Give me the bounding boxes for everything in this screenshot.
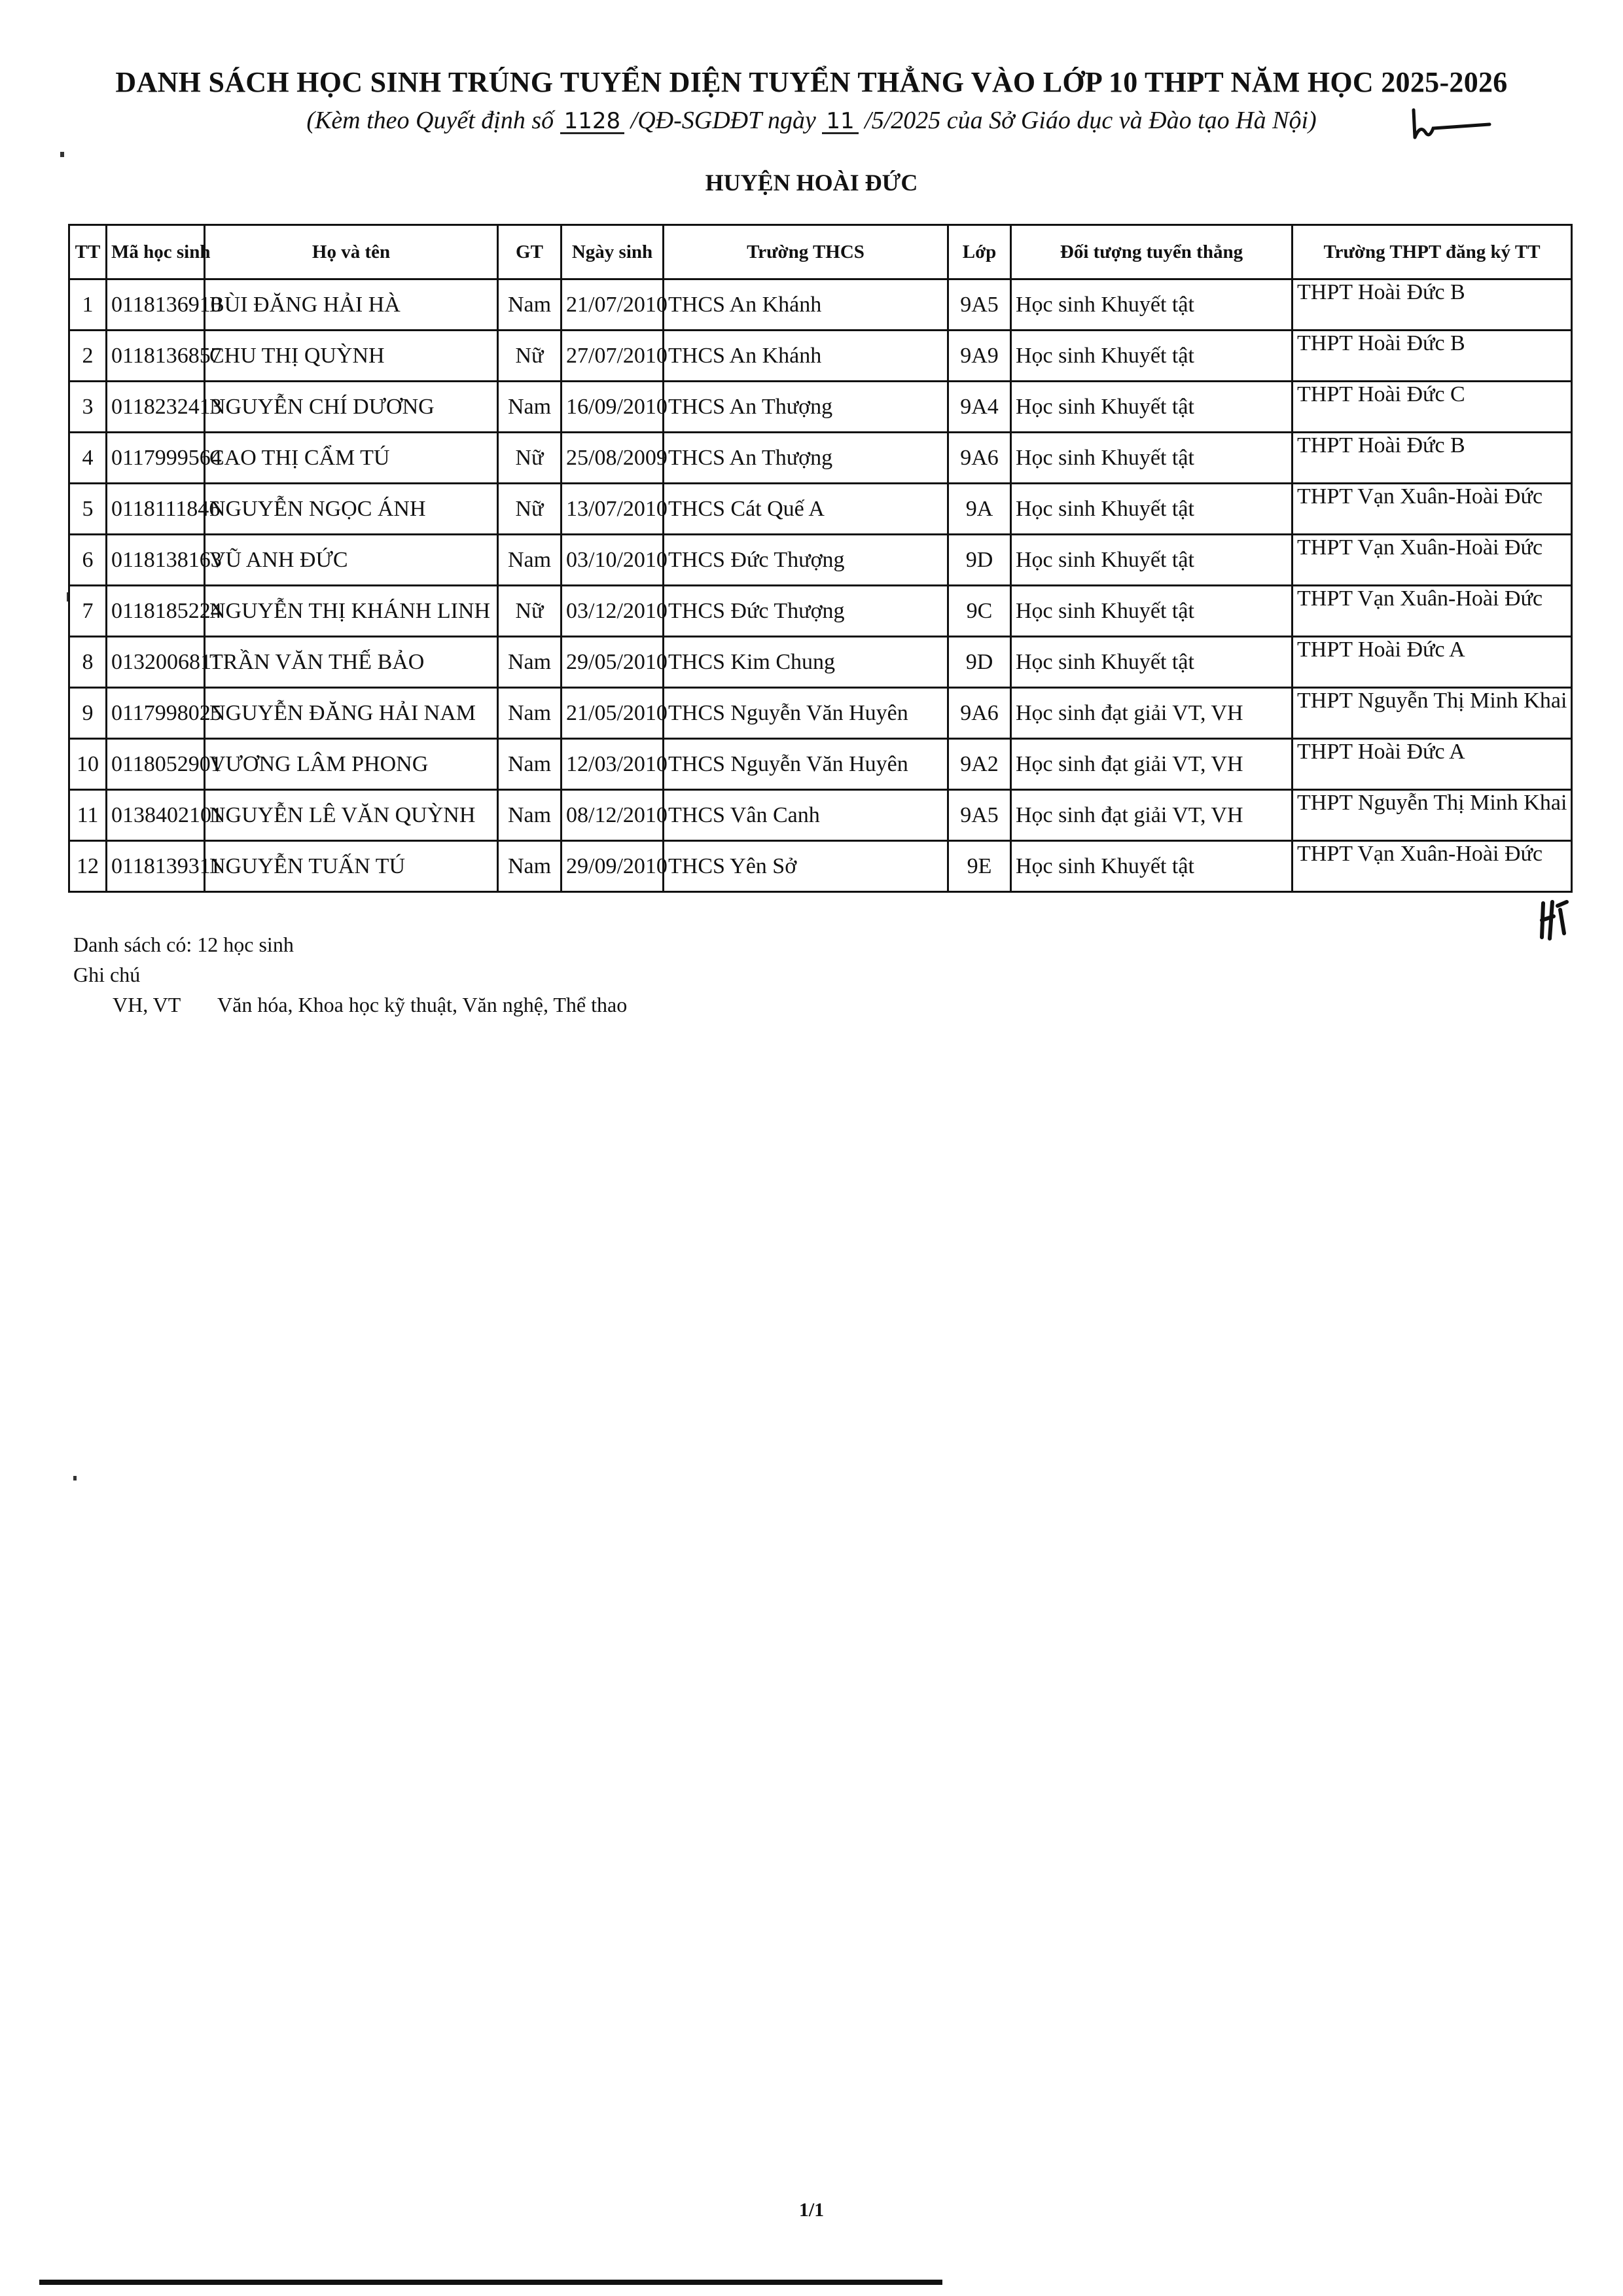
student-dob: 03/10/2010: [562, 535, 664, 586]
student-dob: 27/07/2010: [562, 331, 664, 382]
student-gender: Nam: [498, 841, 562, 892]
abbreviation-note: [73, 990, 627, 1020]
student-class: 9A9: [948, 331, 1011, 382]
student-dob: 25/08/2009: [562, 433, 664, 484]
table-header-row: [69, 225, 1572, 279]
student-name: BÙI ĐĂNG HẢI HÀ: [205, 279, 498, 331]
student-class: 9A: [948, 484, 1011, 535]
admission-category: Học sinh Khuyết tật: [1011, 535, 1293, 586]
student-class: 9C: [948, 586, 1011, 637]
column-header: Họ và tên: [205, 225, 498, 279]
table-row: [69, 484, 1572, 535]
middle-school: THCS Vân Canh: [664, 790, 948, 841]
initials-mark: [1538, 897, 1571, 942]
middle-school: THCS Cát Quế A: [664, 484, 948, 535]
table-row: [69, 739, 1572, 790]
student-class: 9D: [948, 535, 1011, 586]
student-gender: Nữ: [498, 586, 562, 637]
subtitle-middle: /QĐ-SGDĐT ngày: [624, 107, 823, 134]
registered-high-school: THPT Vạn Xuân-Hoài Đức: [1293, 586, 1572, 637]
student-gender: Nam: [498, 279, 562, 331]
admission-category: Học sinh Khuyết tật: [1011, 637, 1293, 688]
row-number: 9: [69, 688, 107, 739]
column-header: Lớp: [948, 225, 1011, 279]
column-header: Trường THCS: [664, 225, 948, 279]
student-id: 0118136857: [107, 331, 205, 382]
registered-high-school: THPT Hoài Đức B: [1293, 433, 1572, 484]
admission-category: Học sinh Khuyết tật: [1011, 433, 1293, 484]
student-name: NGUYỄN TUẤN TÚ: [205, 841, 498, 892]
student-name: NGUYỄN CHÍ DƯƠNG: [205, 382, 498, 433]
handwritten-decision-day: 11: [822, 110, 858, 134]
table-row: [69, 637, 1572, 688]
table-row: [69, 382, 1572, 433]
column-header: GT: [498, 225, 562, 279]
student-id: 0118136910: [107, 279, 205, 331]
student-class: 9A5: [948, 790, 1011, 841]
registered-high-school: THPT Hoài Đức C: [1293, 382, 1572, 433]
student-id: 0117999564: [107, 433, 205, 484]
registered-high-school: THPT Nguyễn Thị Minh Khai: [1293, 688, 1572, 739]
student-name: VƯƠNG LÂM PHONG: [205, 739, 498, 790]
column-header: TT: [69, 225, 107, 279]
admission-category: Học sinh Khuyết tật: [1011, 279, 1293, 331]
row-number: 12: [69, 841, 107, 892]
row-number: 5: [69, 484, 107, 535]
student-class: 9D: [948, 637, 1011, 688]
student-count: Danh sách có: 12 học sinh: [73, 933, 294, 956]
student-gender: Nam: [498, 790, 562, 841]
student-dob: 08/12/2010: [562, 790, 664, 841]
column-header: Trường THPT đăng ký TT: [1293, 225, 1572, 279]
student-class: 9A4: [948, 382, 1011, 433]
student-class: 9A5: [948, 279, 1011, 331]
middle-school: THCS Yên Sở: [664, 841, 948, 892]
student-id: 0117998025: [107, 688, 205, 739]
student-id: 0118138163: [107, 535, 205, 586]
handwritten-decision-number: 1128: [560, 110, 625, 134]
middle-school: THCS An Thượng: [664, 382, 948, 433]
district-heading: HUYỆN HOÀI ĐỨC: [705, 170, 918, 196]
column-header: Mã học sinh: [107, 225, 205, 279]
table-row: [69, 433, 1572, 484]
middle-school: THCS Nguyễn Văn Huyên: [664, 739, 948, 790]
table-row: [69, 841, 1572, 892]
notes-block: [73, 929, 627, 1020]
admission-category: Học sinh Khuyết tật: [1011, 382, 1293, 433]
column-header: Đối tượng tuyển thẳng: [1011, 225, 1293, 279]
row-number: 7: [69, 586, 107, 637]
subtitle-prefix: (Kèm theo Quyết định số: [306, 107, 560, 134]
abbreviation-meaning: Văn hóa, Khoa học kỹ thuật, Văn nghệ, Thể thao: [217, 993, 628, 1016]
document-subtitle: [0, 106, 1623, 135]
student-dob: 21/05/2010: [562, 688, 664, 739]
student-id: 0138402101: [107, 790, 205, 841]
student-dob: 29/09/2010: [562, 841, 664, 892]
registered-high-school: THPT Hoài Đức A: [1293, 739, 1572, 790]
row-number: 4: [69, 433, 107, 484]
document-title: DANH SÁCH HỌC SINH TRÚNG TUYỂN DIỆN TUYỂN THẲNG VÀO LỚP 10 THPT NĂM HỌC 2025-2026: [115, 66, 1508, 98]
student-gender: Nam: [498, 535, 562, 586]
notes-label: Ghi chú: [73, 963, 141, 986]
student-name: CAO THỊ CẨM TÚ: [205, 433, 498, 484]
row-number: 8: [69, 637, 107, 688]
table-row: [69, 331, 1572, 382]
student-gender: Nữ: [498, 433, 562, 484]
table-row: [69, 535, 1572, 586]
middle-school: THCS Nguyễn Văn Huyên: [664, 688, 948, 739]
row-number: 6: [69, 535, 107, 586]
registered-high-school: THPT Nguyễn Thị Minh Khai: [1293, 790, 1572, 841]
admission-table: [68, 224, 1573, 893]
registered-high-school: THPT Hoài Đức B: [1293, 279, 1572, 331]
row-number: 2: [69, 331, 107, 382]
student-dob: 16/09/2010: [562, 382, 664, 433]
student-gender: Nam: [498, 637, 562, 688]
student-gender: Nữ: [498, 331, 562, 382]
admission-category: Học sinh đạt giải VT, VH: [1011, 739, 1293, 790]
scan-speck: [73, 1476, 77, 1480]
student-name: NGUYỄN NGỌC ÁNH: [205, 484, 498, 535]
student-class: 9A6: [948, 688, 1011, 739]
row-number: 10: [69, 739, 107, 790]
table-row: [69, 279, 1572, 331]
middle-school: THCS Kim Chung: [664, 637, 948, 688]
student-id: 0118111846: [107, 484, 205, 535]
student-class: 9E: [948, 841, 1011, 892]
student-gender: Nam: [498, 382, 562, 433]
signature-mark: [1407, 105, 1492, 144]
student-name: NGUYỄN THỊ KHÁNH LINH: [205, 586, 498, 637]
registered-high-school: THPT Vạn Xuân-Hoài Đức: [1293, 841, 1572, 892]
student-dob: 21/07/2010: [562, 279, 664, 331]
abbreviation: VH, VT: [113, 993, 181, 1016]
student-id: 0118052901: [107, 739, 205, 790]
middle-school: THCS An Khánh: [664, 279, 948, 331]
student-id: 0118185224: [107, 586, 205, 637]
student-name: CHU THỊ QUỲNH: [205, 331, 498, 382]
student-id: 0132006811: [107, 637, 205, 688]
registered-high-school: THPT Hoài Đức A: [1293, 637, 1572, 688]
page-number: 1/1: [798, 2199, 825, 2221]
row-number: 1: [69, 279, 107, 331]
registered-high-school: THPT Vạn Xuân-Hoài Đức: [1293, 535, 1572, 586]
student-gender: Nam: [498, 688, 562, 739]
scan-edge-line: [39, 2280, 942, 2285]
student-dob: 12/03/2010: [562, 739, 664, 790]
table-row: [69, 586, 1572, 637]
middle-school: THCS Đức Thượng: [664, 586, 948, 637]
student-name: NGUYỄN ĐĂNG HẢI NAM: [205, 688, 498, 739]
middle-school: THCS An Khánh: [664, 331, 948, 382]
student-id: 0118139311: [107, 841, 205, 892]
row-number: 11: [69, 790, 107, 841]
student-gender: Nam: [498, 739, 562, 790]
student-name: VŨ ANH ĐỨC: [205, 535, 498, 586]
student-dob: 03/12/2010: [562, 586, 664, 637]
scan-speck: [60, 152, 64, 157]
student-id: 0118232413: [107, 382, 205, 433]
admission-category: Học sinh Khuyết tật: [1011, 841, 1293, 892]
admission-category: Học sinh Khuyết tật: [1011, 484, 1293, 535]
column-header: Ngày sinh: [562, 225, 664, 279]
registered-high-school: THPT Vạn Xuân-Hoài Đức: [1293, 484, 1572, 535]
student-name: TRẦN VĂN THẾ BẢO: [205, 637, 498, 688]
student-name: NGUYỄN LÊ VĂN QUỲNH: [205, 790, 498, 841]
admission-category: Học sinh Khuyết tật: [1011, 586, 1293, 637]
middle-school: THCS An Thượng: [664, 433, 948, 484]
admission-category: Học sinh đạt giải VT, VH: [1011, 688, 1293, 739]
student-dob: 29/05/2010: [562, 637, 664, 688]
student-class: 9A6: [948, 433, 1011, 484]
admission-category: Học sinh Khuyết tật: [1011, 331, 1293, 382]
subtitle-suffix: /5/2025 của Sở Giáo dục và Đào tạo Hà Nội): [858, 107, 1317, 134]
middle-school: THCS Đức Thượng: [664, 535, 948, 586]
registered-high-school: THPT Hoài Đức B: [1293, 331, 1572, 382]
row-number: 3: [69, 382, 107, 433]
student-class: 9A2: [948, 739, 1011, 790]
admission-category: Học sinh đạt giải VT, VH: [1011, 790, 1293, 841]
table-row: [69, 688, 1572, 739]
student-dob: 13/07/2010: [562, 484, 664, 535]
table-row: [69, 790, 1572, 841]
student-gender: Nữ: [498, 484, 562, 535]
